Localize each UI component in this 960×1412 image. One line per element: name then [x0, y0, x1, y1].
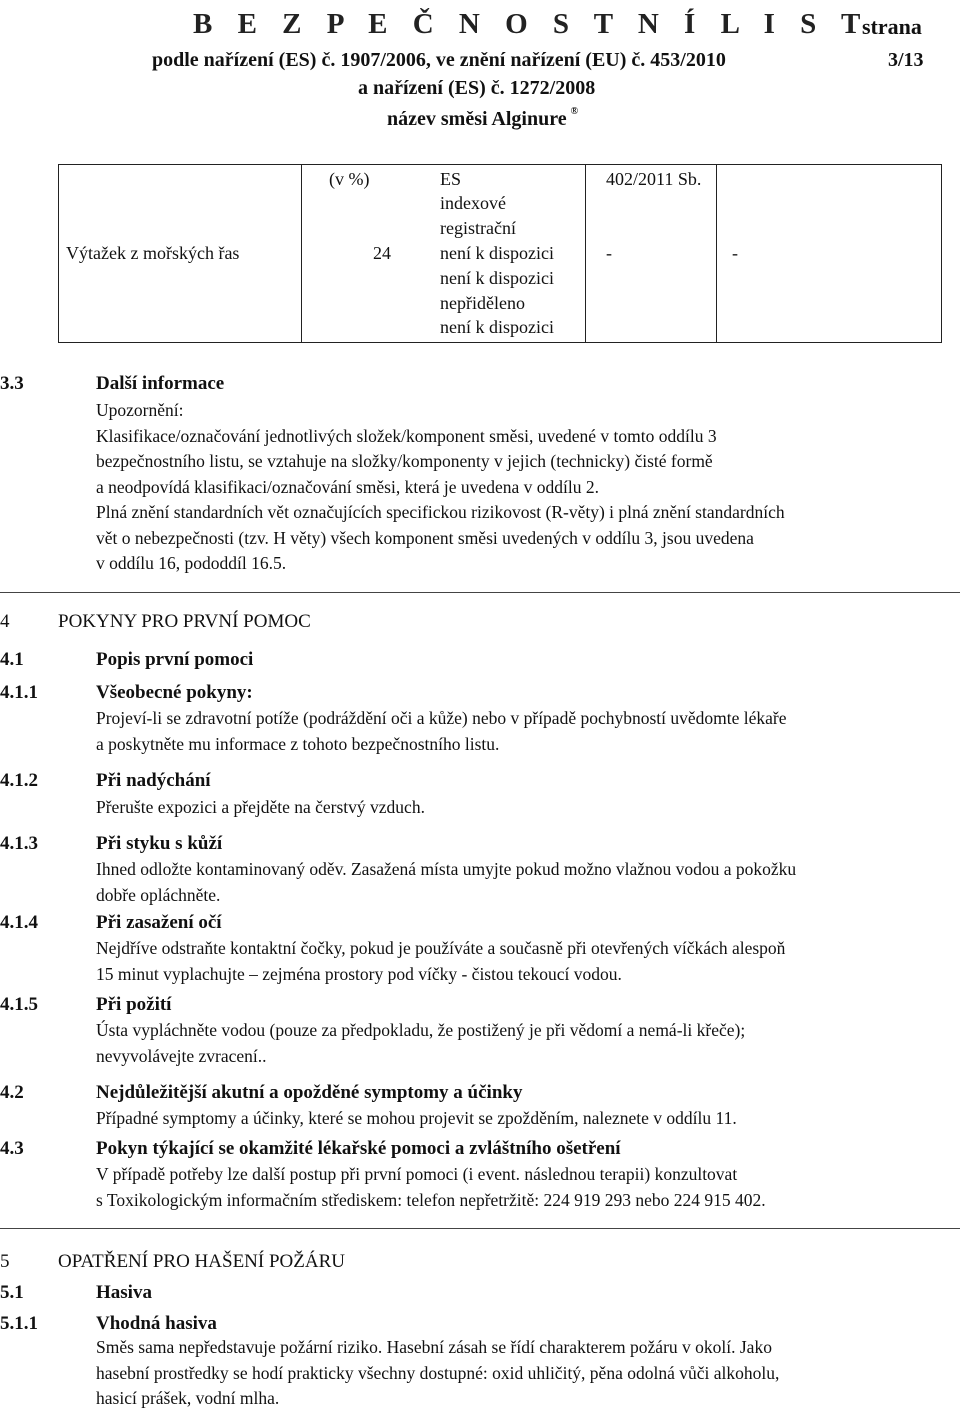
- section-5-title: OPATŘENÍ PRO HAŠENÍ POŽÁRU: [58, 1251, 345, 1272]
- col-es: ES: [440, 169, 462, 189]
- text-line: 15 minut vyplachujte – zejména prostory pod víčky - čistou tekoucí vodou.: [96, 963, 622, 984]
- text-line: Klasifikace/označování jednotlivých složek/komponent směsi, uvedené v tomto oddílu 3: [96, 425, 717, 446]
- regulation-line-2: a nařízení (ES) č. 1272/2008: [358, 77, 596, 99]
- text-line: Ústa vypláchněte vodou (pouze za předpokladu, že postižený je při vědomí a nemá-li křeče);: [96, 1020, 746, 1040]
- section-5-1-1-title: Vhodná hasiva: [96, 1313, 217, 1334]
- table-divider: [301, 165, 302, 342]
- section-4-1-1-title: Všeobecné pokyny:: [96, 682, 253, 703]
- section-divider: [0, 592, 960, 593]
- text-line: Případné symptomy a účinky, které se mohou projevit se zpožděním, naleznete v oddílu 11.: [96, 1108, 737, 1128]
- section-4-2-title: Nejdůležitější akutní a opožděné symptomy a účinky: [96, 1082, 523, 1103]
- section-5-1-1-text: [96, 1335, 956, 1412]
- id-value: není k dispozici: [440, 268, 554, 288]
- section-5-1-title: Hasiva: [96, 1282, 152, 1303]
- text-line: Plná znění standardních vět označujících specifickou rizikovost (R-věty) i plná znění standardních: [96, 502, 785, 522]
- registered-mark: ®: [570, 106, 579, 117]
- section-4-1-title: Popis první pomoci: [96, 649, 254, 670]
- section-4-1-4-title: Při zasažení očí: [96, 912, 222, 933]
- section-4-1-5-title: Při požití: [96, 994, 172, 1015]
- section-4-1-5-text: [96, 1018, 956, 1069]
- text-line: Přerušte expozici a přejděte na čerstvý vzduch.: [96, 797, 425, 817]
- regulation-line-1: podle nařízení (ES) č. 1907/2006, ve znění nařízení (EU) č. 453/2010: [152, 49, 726, 71]
- section-4-3-text: [96, 1162, 956, 1213]
- section-4-1-4-text: [96, 936, 956, 987]
- section-4-1-5-number: 4.1.5: [0, 994, 38, 1015]
- section-4-1-3-title: Při styku s kůží: [96, 833, 223, 854]
- section-5-1-1-number: 5.1.1: [0, 1313, 38, 1334]
- classification-2: -: [732, 243, 738, 263]
- text-line: s Toxikologickým informačním střediskem: telefon nepřetržitě: 224 919 293 nebo 224 915 402.: [96, 1189, 766, 1210]
- classification-1: -: [606, 243, 612, 263]
- section-4-3-number: 4.3: [0, 1138, 24, 1159]
- text-line: nevyvolávejte zvracení..: [96, 1045, 267, 1066]
- section-4-1-1-number: 4.1.1: [0, 682, 38, 703]
- text-line: a neodpovídá klasifikaci/označování směsi, která je uvedena v oddílu 2.: [96, 476, 599, 497]
- section-3-3-number: 3.3: [0, 373, 24, 394]
- text-line: dobře opláchněte.: [96, 884, 221, 905]
- id-value: není k dispozici: [440, 243, 554, 263]
- text-line: Nejdříve odstraňte kontaktní čočky, pokud je používáte a současně při otevřených víčkách alespoň: [96, 938, 786, 958]
- col-law: 402/2011 Sb.: [606, 169, 702, 189]
- section-4-2-number: 4.2: [0, 1082, 24, 1103]
- section-4-title: POKYNY PRO PRVNÍ POMOC: [58, 611, 311, 632]
- substance-name: Výtažek z mořských řas: [66, 243, 240, 263]
- section-4-1-2-number: 4.1.2: [0, 770, 38, 791]
- id-value: nepřiděleno: [440, 293, 525, 313]
- section-4-1-3-text: [96, 857, 956, 908]
- text-line: hasicí prášek, vodní mlha.: [96, 1388, 280, 1408]
- table-divider: [585, 165, 586, 342]
- table-divider: [716, 165, 717, 342]
- section-3-3-title: Další informace: [96, 373, 225, 394]
- section-4-2-text: [96, 1106, 956, 1132]
- text-line: hasební prostředky se hodí prakticky všechny dostupné: oxid uhličitý, pěna odolná vůči alkoholu,: [96, 1362, 780, 1383]
- text-line: a poskytněte mu informace z tohoto bezpečnostního listu.: [96, 733, 500, 754]
- section-4-1-number: 4.1: [0, 649, 24, 670]
- mixture-name: název směsi Alginure ®: [387, 106, 579, 130]
- section-5-1-number: 5.1: [0, 1282, 24, 1303]
- text-line: V případě potřeby lze další postup při první pomoci (i event. následnou terapii) konzultovat: [96, 1164, 738, 1184]
- section-divider: [0, 1228, 960, 1229]
- text-line: Projeví-li se zdravotní potíže (podráždění oči a kůže) nebo v případě pochybností uvědomte lékaře: [96, 708, 787, 728]
- text-line: bezpečnostního listu, se vztahuje na složky/komponenty v jejich (technicky) čisté formě: [96, 451, 713, 471]
- section-4-1-3-number: 4.1.3: [0, 833, 38, 854]
- section-4-1-1-text: [96, 706, 956, 757]
- document-title: B E Z P E Č N O S T N Í L I S T: [193, 8, 870, 40]
- text-line: Upozornění:: [96, 400, 184, 420]
- page-label: strana: [862, 14, 922, 39]
- section-4-3-title: Pokyn týkající se okamžité lékařské pomoci a zvláštního ošetření: [96, 1138, 621, 1159]
- composition-table: [58, 164, 942, 343]
- section-5-number: 5: [0, 1251, 10, 1272]
- section-4-1-2-text: [96, 795, 956, 821]
- section-3-3-text: [96, 398, 956, 577]
- page-number: 3/13: [888, 49, 924, 71]
- section-4-number: 4: [0, 611, 10, 632]
- text-line: vět o nebezpečnosti (tzv. H věty) všech komponent směsi uvedených v oddílu 3, jsou uvedena: [96, 527, 754, 548]
- section-4-1-2-title: Při nadýchání: [96, 770, 211, 791]
- text-line: v oddílu 16, pododdíl 16.5.: [96, 553, 287, 573]
- id-value: není k dispozici: [440, 317, 554, 337]
- text-line: Směs sama nepředstavuje požární riziko. Hasební zásah se řídí charakterem požáru v okolí. Jako: [96, 1337, 772, 1357]
- section-4-1-4-number: 4.1.4: [0, 912, 38, 933]
- col-registration: registrační: [440, 218, 516, 238]
- col-unit: (v %): [329, 169, 370, 189]
- col-index: indexové: [440, 193, 506, 213]
- substance-percent: 24: [373, 243, 391, 263]
- text-line: Ihned odložte kontaminovaný oděv. Zasažená místa umyjte pokud možno vlažnou vodou a pokožku: [96, 859, 797, 879]
